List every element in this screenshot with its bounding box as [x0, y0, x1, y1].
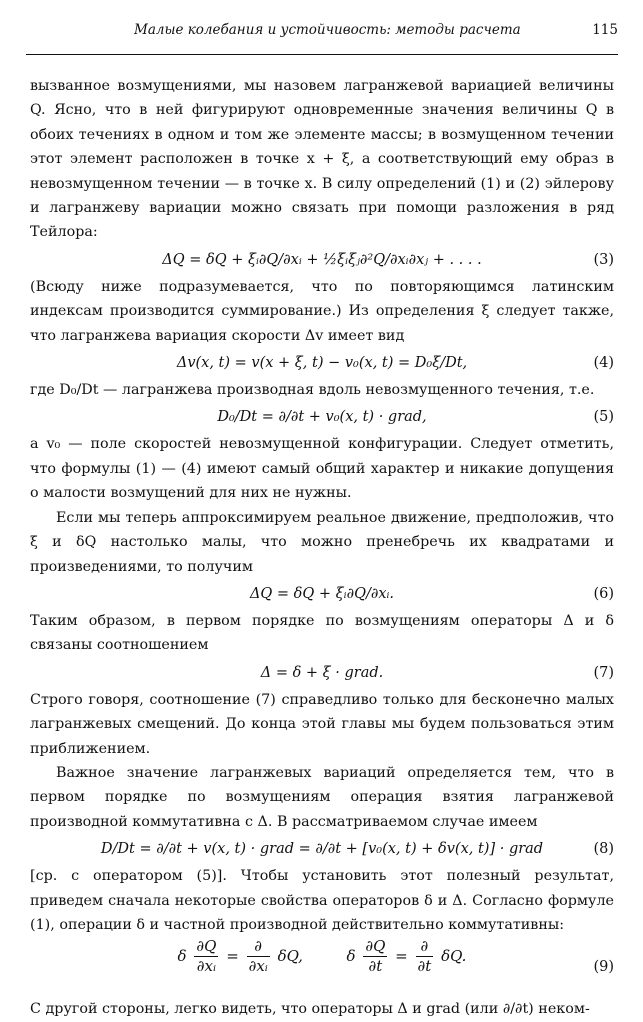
equation-6-number: (6) — [593, 585, 614, 602]
equation-6-formula: ΔQ = δQ + ξᵢ∂Q/∂xᵢ. — [249, 585, 395, 602]
paragraph: (Всюду ниже подразумевается, что по повторяющимся латинским индексам производится суммирование.) Из определения ξ следует также, что лагранжева вариация скорости Δv имеет вид — [30, 278, 614, 344]
fraction: $\frac{\partial}{\text{∂xᵢ}}$ — [248, 937, 268, 976]
equation-6 — [30, 579, 614, 609]
paragraph: [ср. с оператором (5)]. Чтобы установить этот полезный результат, приведем сначала некоторые свойства операторов δ и Δ. Согласно формуле (1), операции δ и частной производной действительно коммутативны: — [30, 868, 614, 933]
equation-5-formula: D₀/Dt = ∂/∂t + v₀(x, t) · grad, — [217, 409, 427, 426]
paragraph: вызванное возмущениями, мы назовем лагранжевой вариацией величины Q. Ясно, что в ней фигурируют одновременные значения величины Q в обоих течениях в одном и том же элементе массы; в возмущенном течении этот элемент расположен в точке x + ξ, а соответствующий ему образ в невозмущенном течении — в точке x. В силу определений (1) и (2) эйлерову и лагранжеву вариации можно связать при помощи разложения в ряд Тейлора: — [30, 78, 614, 241]
page-number: 115 — [592, 22, 618, 38]
equation-9-number: (9) — [593, 959, 614, 976]
equation-8 — [30, 834, 614, 864]
paragraph: Таким образом, в первом порядке по возмущениям операторы Δ и δ связаны соотношением — [30, 612, 614, 654]
equation-9 — [30, 937, 614, 997]
fraction: $\frac{\partial Q}{\text{∂xᵢ}}$ — [196, 937, 217, 976]
equation-8-number: (8) — [593, 841, 614, 858]
equation-4-formula: Δv(x, t) = v(x + ξ, t) − v₀(x, t) = D₀ξ/Dt, — [176, 355, 468, 372]
page-header — [26, 18, 618, 42]
paragraph: Важное значение лагранжевых вариаций определяется тем, что в первом порядке по возмущениям операция взятия лагранжевой производной коммутативна с Δ. В рассматриваемом случае имеем — [30, 764, 614, 830]
paragraph: где D₀/Dt — лагранжева производная вдоль невозмущенного течения, т.е. — [30, 382, 595, 399]
equation-5-number: (5) — [593, 409, 614, 426]
equation-7 — [30, 658, 614, 688]
equation-7-formula: Δ = δ + ξ · grad. — [260, 664, 384, 681]
equation-8-formula: D/Dt = ∂/∂t + v(x, t) · grad = ∂/∂t + [v₀(x, t) + δv(x, t)] · grad — [100, 841, 544, 858]
fraction: $\frac{\partial Q}{\partial t}$ — [365, 937, 386, 976]
equation-7-number: (7) — [593, 664, 614, 681]
fraction: $\frac{\partial}{\partial t}$ — [417, 937, 432, 976]
paragraph: Строго говоря, соотношение (7) справедливо только для бесконечно малых лагранжевых смещений. До конца этой главы мы будем пользоваться этим приближением. — [30, 691, 614, 757]
equation-3-formula: ΔQ = δQ + ξᵢ∂Q/∂xᵢ + ½ξᵢξⱼ∂²Q/∂xᵢ∂xⱼ + . . . . — [162, 251, 482, 268]
paragraph: С другой стороны, легко видеть, что операторы Δ и grad (или ∂/∂t) неком- — [30, 1001, 590, 1018]
equation-5 — [30, 402, 614, 432]
equation-3-number: (3) — [593, 251, 614, 268]
page-body — [30, 74, 614, 1022]
paragraph: Если мы теперь аппроксимируем реальное движение, предположив, что ξ и δQ настолько малы, что можно пренебречь их квадратами и произведениями, то получим — [30, 509, 614, 575]
equation-3 — [30, 245, 614, 275]
paragraph: а v₀ — поле скоростей невозмущенной конфигурации. Следует отметить, что формулы (1) — (4) имеют самый общий характер и никакие допущения о малости возмущений для них не нужны. — [30, 436, 614, 502]
equation-9-formula: δ $\frac{\partial Q}{\text{∂xᵢ}}$ = $\frac{\partial}{\text{∂xᵢ}}$ δQ, δ $\frac{\partial Q}{\partial t}$ = $\frac{\partial}{\partial t}$ δQ. — [177, 937, 467, 976]
equation-4 — [30, 348, 614, 378]
running-title: Малые колебания и устойчивость: методы расчета — [134, 22, 521, 38]
equation-4-number: (4) — [593, 355, 614, 372]
header-rule — [26, 54, 618, 55]
